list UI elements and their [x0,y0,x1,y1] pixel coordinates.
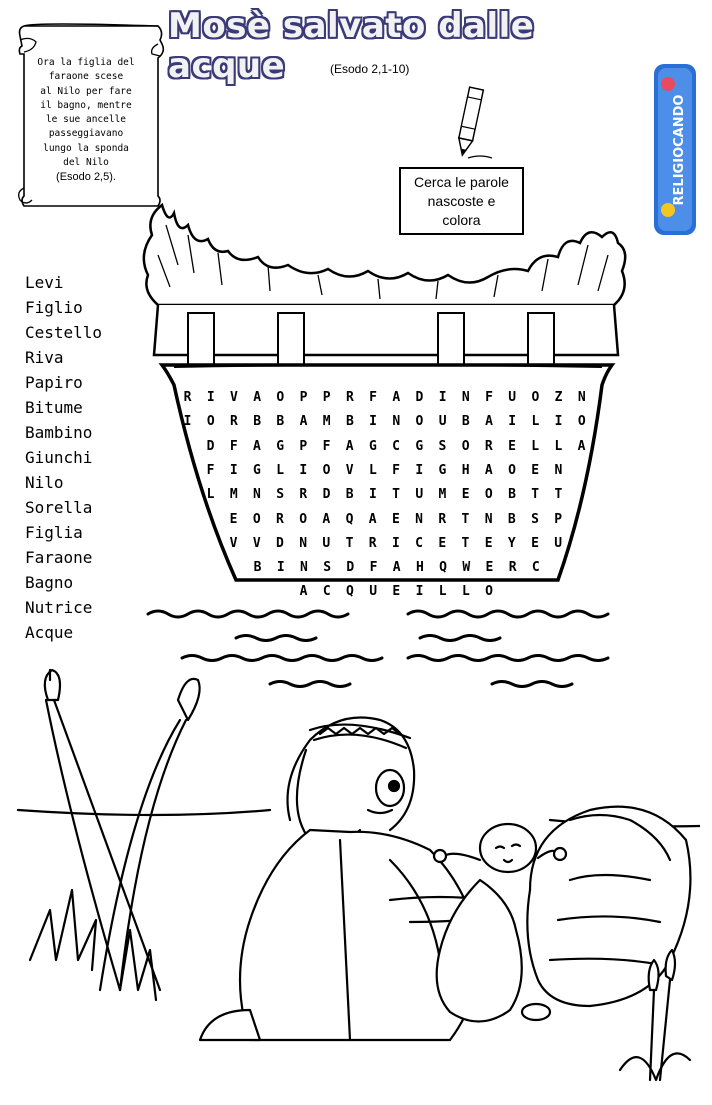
grid-letter: T [554,487,563,502]
grid-letter: A [577,439,586,454]
grid-letter: I [508,414,517,429]
grid-letter: I [415,463,424,478]
grid-letter: I [391,536,400,551]
grid-letter: I [276,560,285,575]
grid-letter: O [276,390,285,405]
grid-letter: C [415,536,423,551]
grid-letter: L [461,584,470,599]
grid-letter: A [392,390,401,405]
word-item: Faraone [25,548,93,567]
grid-letter: L [368,463,377,478]
grid-letter: D [415,390,424,405]
grid-letter: E [391,512,400,527]
grid-letter: E [508,439,516,454]
grid-letter: E [438,536,447,551]
grid-letter: P [299,390,308,405]
grid-letter: I [554,414,563,429]
grid-letter: F [392,463,400,478]
religiocando-logo [650,62,700,237]
word-item: Figlio [25,298,83,317]
grid-letter: R [368,536,377,551]
grid-letter: C [392,439,400,454]
grid-letter: E [531,463,540,478]
grid-letter: I [229,463,238,478]
grid-letter: A [253,390,262,405]
grid-letter: E [484,536,493,551]
grid-letter: D [206,439,215,454]
grid-letter: F [369,560,378,575]
grid-letter: O [461,439,470,454]
grid-letter: B [276,414,285,429]
grid-letter: U [554,536,563,551]
grid-letter: O [206,414,215,429]
grid-letter: A [299,584,308,599]
grid-letter: R [345,390,354,405]
grid-letter: N [299,536,308,551]
grid-letter: P [299,439,308,454]
grid-letter: O [531,390,540,405]
grid-letter: I [206,390,215,405]
grid-letter: R [183,390,192,405]
grid-letter: N [415,512,423,527]
grid-letter: Q [345,512,354,527]
princess-baby-illustration [10,660,700,1100]
grid-letter: T [345,536,354,551]
grid-row [222,536,570,551]
instruction-line: colora [442,211,481,228]
grid-letter: L [554,439,563,454]
grid-letter: B [253,414,262,429]
logo-text: RELIGIOCANDO [672,94,687,206]
grid-letter: F [485,390,493,405]
scroll-line: il bagno, mentre [40,99,132,111]
grid-row [246,560,547,575]
grid-letter: V [229,536,238,551]
grid-letter: T [531,487,540,502]
grid-letter: L [531,439,540,454]
grid-letter: S [276,487,285,502]
grid-letter: N [392,414,401,429]
grid-letter: B [461,414,470,429]
scroll-line: le sue ancelle [45,114,127,126]
grid-letter: N [577,390,586,405]
grid-letter: G [253,463,261,478]
instruction-line: nascoste e [427,192,496,209]
grid-letter: Y [507,536,516,551]
grid-letter: L [206,487,215,502]
grid-letter: D [322,487,331,502]
bible-reference: (Esodo 2,1-10) [330,62,410,76]
grid-letter: R [484,439,493,454]
grid-letter: N [484,512,493,527]
grid-letter: A [368,512,377,527]
grid-letter: A [484,463,493,478]
grid-letter: L [438,584,447,599]
grid-letter: G [368,439,377,454]
scroll-line: Ora la figlia del [37,57,135,68]
page-title: Mosè salvato dalle acque [168,6,535,86]
word-item: Bambino [25,423,93,442]
grid-row [199,487,570,502]
grid-letter: O [577,414,586,429]
grid-letter: B [345,414,354,429]
word-item: Acque [25,623,74,642]
word-item: Nilo [25,473,64,492]
grid-letter: O [415,414,424,429]
grid-letter: R [276,512,284,527]
grid-letter: O [484,487,493,502]
grid-letter: I [299,463,308,478]
grid-letter: I [415,584,424,599]
word-item: Figlia [25,523,83,542]
scroll-line: faraone scese [48,71,124,83]
grid-letter: E [531,536,539,551]
grid-letter: A [485,414,493,429]
grid-letter: A [392,560,401,575]
grid-letter: N [253,487,261,502]
grid-letter: C [322,584,331,599]
grid-letter: M [438,487,447,502]
grid-row [199,463,570,478]
word-item: Sorella [25,498,93,517]
grid-letter: I [438,390,447,405]
grid-letter: A [345,439,354,454]
grid-letter: R [230,414,238,429]
grid-letter: F [322,439,331,454]
grid-letter: E [461,487,470,502]
grid-letter: B [253,560,262,575]
grid-letter: V [230,390,238,405]
scroll-line: passeggiavano [48,128,124,140]
grid-letter: U [415,487,424,502]
grid-letter: B [507,512,516,527]
scroll-text [24,56,148,185]
grid-letter: G [415,439,424,454]
grid-letter: G [276,439,285,454]
word-item: Levi [25,273,64,292]
grid-letter: Z [554,390,563,405]
grid-letter: T [392,487,400,502]
instruction-line: Cerca le parole [414,173,509,190]
grid-letter: F [206,463,215,478]
grid-letter: V [252,536,261,551]
grid-letter: U [508,390,517,405]
scroll-line: del Nilo [63,157,109,169]
word-item: Nutrice [25,598,93,617]
word-item: Cestello [25,323,103,342]
grid-letter: A [253,439,261,454]
grid-letter: G [438,463,447,478]
word-item: Giunchi [25,448,93,467]
grid-letter: P [554,512,563,527]
grid-letter: B [345,487,354,502]
grid-letter: A [299,414,308,429]
grid-letter: Q [439,560,447,575]
grid-letter: I [183,414,192,429]
grid-letter: P [322,390,331,405]
grid-letter: R [299,487,308,502]
word-item: Bitume [25,398,83,417]
grid-row [292,584,501,599]
crayon-icon [440,84,500,164]
grid-letter: U [369,584,378,599]
grid-letter: F [229,439,238,454]
grid-row [222,512,570,527]
word-item: Papiro [25,373,83,392]
grid-letter: F [369,390,377,405]
word-item: Riva [25,348,64,367]
grid-letter: D [346,560,355,575]
grid-letter: S [323,560,332,575]
grid-letter: T [461,512,470,527]
grid-letter: O [485,584,493,599]
grid-letter: S [531,512,539,527]
grid-letter: L [531,414,540,429]
grid-letter: H [415,560,424,575]
grid-letter: B [508,487,516,502]
grid-letter: E [485,560,494,575]
grid-letter: H [461,463,470,478]
grid-letter: V [345,463,354,478]
scroll-line: al Nilo per fare [40,85,132,97]
grid-letter: I [369,414,377,429]
grid-row [176,414,593,429]
grid-letter: O [322,463,331,478]
grid-letter: O [508,463,516,478]
word-item: Bagno [25,573,74,592]
word-list [25,270,102,645]
grid-letter: N [300,560,308,575]
grid-letter: T [461,536,470,551]
grid-letter: O [299,512,308,527]
grid-letter: N [461,390,470,405]
grid-letter: M [229,487,238,502]
grid-row [176,390,593,405]
grid-letter: R [438,512,447,527]
grid-letter: I [368,487,377,502]
grid-letter: U [438,414,447,429]
grid-letter: U [322,536,331,551]
grid-letter: M [322,414,331,429]
scroll-line: lungo la sponda [43,142,129,154]
grid-letter: S [438,439,447,454]
grid-letter: O [252,512,261,527]
grid-letter: D [276,536,284,551]
grid-letter: W [462,560,471,575]
grid-letter: E [229,512,238,527]
grid-letter: L [276,463,285,478]
scroll-reference: (Esodo 2,5). [56,171,116,184]
grid-letter: C [531,560,540,575]
grid-letter: R [508,560,517,575]
grid-row [199,439,593,454]
grid-letter: N [554,463,563,478]
grid-letter: E [392,584,401,599]
grid-letter: A [322,512,331,527]
grid-letter: Q [346,584,354,599]
